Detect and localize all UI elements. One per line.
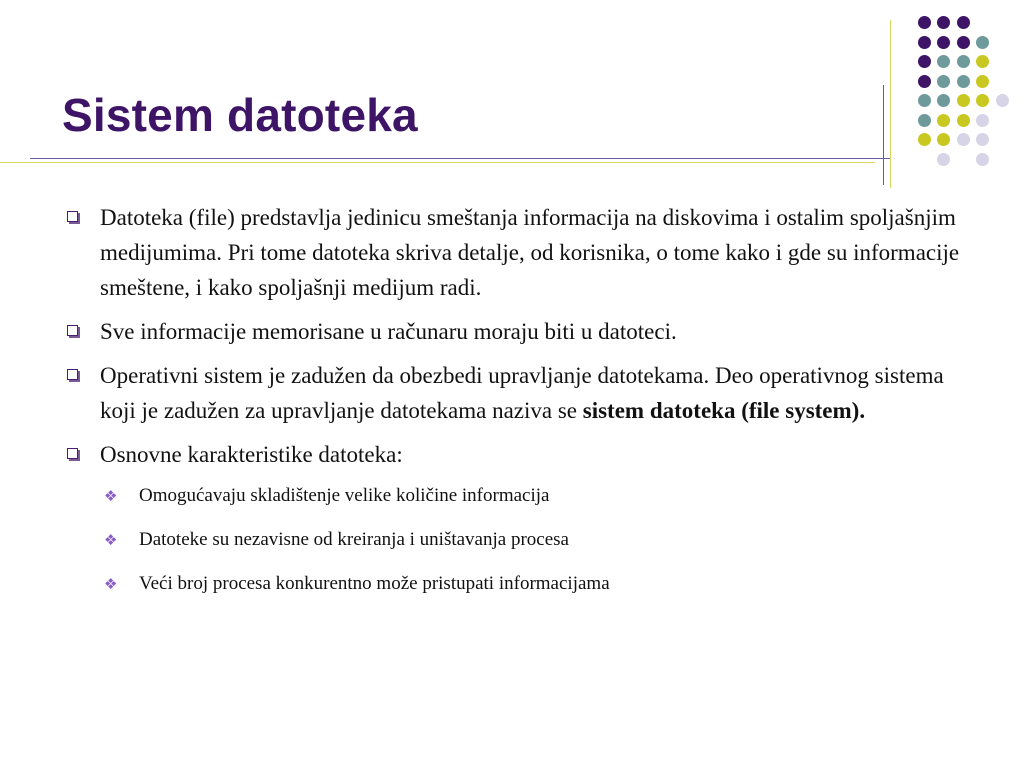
bullet-item <box>62 437 962 472</box>
decorative-dot <box>937 55 950 68</box>
decorative-dot <box>976 75 989 88</box>
title-underline-yellow <box>0 162 875 163</box>
diamond-bullet-icon: ❖ <box>104 531 118 549</box>
sub-bullet-text: Veći broj procesa konkurentno može pristupati informacijama <box>139 573 610 594</box>
sub-bullet-item <box>62 569 962 599</box>
decorative-dot <box>937 75 950 88</box>
decorative-dot <box>957 55 970 68</box>
decorative-vertical-line-purple <box>883 85 884 185</box>
decorative-dot <box>976 153 989 166</box>
bullet-text: Operativni sistem je zadužen da obezbedi upravljanje datotekama. Deo operativnog sistema koji je zadužen za upravljanje datotekama naziva se <box>100 363 944 423</box>
bullet-item <box>62 200 962 305</box>
square-bullet-icon <box>67 325 78 336</box>
decorative-dot <box>957 94 970 107</box>
square-bullet-icon <box>67 448 78 459</box>
decorative-dot <box>937 114 950 127</box>
decorative-dot <box>918 16 931 29</box>
decorative-dot <box>957 75 970 88</box>
decorative-dot <box>918 114 931 127</box>
diamond-bullet-icon: ❖ <box>104 487 118 505</box>
decorative-dot <box>976 36 989 49</box>
decorative-dot <box>918 75 931 88</box>
bullet-bold-term: sistem datoteka (file system). <box>582 398 866 423</box>
decorative-dot <box>937 16 950 29</box>
sub-bullet-text: Datoteke su nezavisne od kreiranja i uništavanja procesa <box>139 529 569 550</box>
decorative-dot <box>957 36 970 49</box>
bullet-text: Sve informacije memorisane u računaru moraju biti u datoteci. <box>100 319 677 344</box>
decorative-dot <box>937 153 950 166</box>
title-underline-purple <box>30 158 890 159</box>
bullet-text: Osnovne karakteristike datoteka: <box>100 442 403 467</box>
decorative-dot <box>957 133 970 146</box>
slide-title: Sistem datoteka <box>62 89 418 141</box>
decorative-dot <box>976 55 989 68</box>
bullet-item <box>62 358 962 428</box>
decorative-dot <box>918 36 931 49</box>
diamond-bullet-icon: ❖ <box>104 575 118 593</box>
decorative-dot <box>957 114 970 127</box>
decorative-dot <box>976 94 989 107</box>
decorative-dot <box>918 55 931 68</box>
decorative-vertical-line-yellow <box>890 20 891 188</box>
decorative-dot <box>918 133 931 146</box>
decorative-dot <box>957 16 970 29</box>
sub-bullet-text: Omogućavaju skladištenje velike količine informacija <box>139 485 550 506</box>
decorative-dot <box>937 36 950 49</box>
sub-bullet-item <box>62 525 962 555</box>
decorative-dot <box>937 94 950 107</box>
bullet-text: Datoteka (file) predstavlja jedinicu smeštanja informacija na diskovima i ostalim spoljašnjim medijumima. Pri tome datoteka skriva detalje, od korisnika, o tome kako i gde su informacije smeštene, i kako spoljašnji medijum radi. <box>100 205 960 300</box>
square-bullet-icon <box>67 369 78 380</box>
bullet-item <box>62 314 962 349</box>
decorative-dot <box>976 114 989 127</box>
decorative-dot <box>937 133 950 146</box>
decorative-dot <box>918 94 931 107</box>
decorative-dot <box>996 94 1009 107</box>
sub-bullet-item <box>62 481 962 511</box>
slide-content <box>62 200 962 613</box>
square-bullet-icon <box>67 211 78 222</box>
decorative-dot <box>976 133 989 146</box>
